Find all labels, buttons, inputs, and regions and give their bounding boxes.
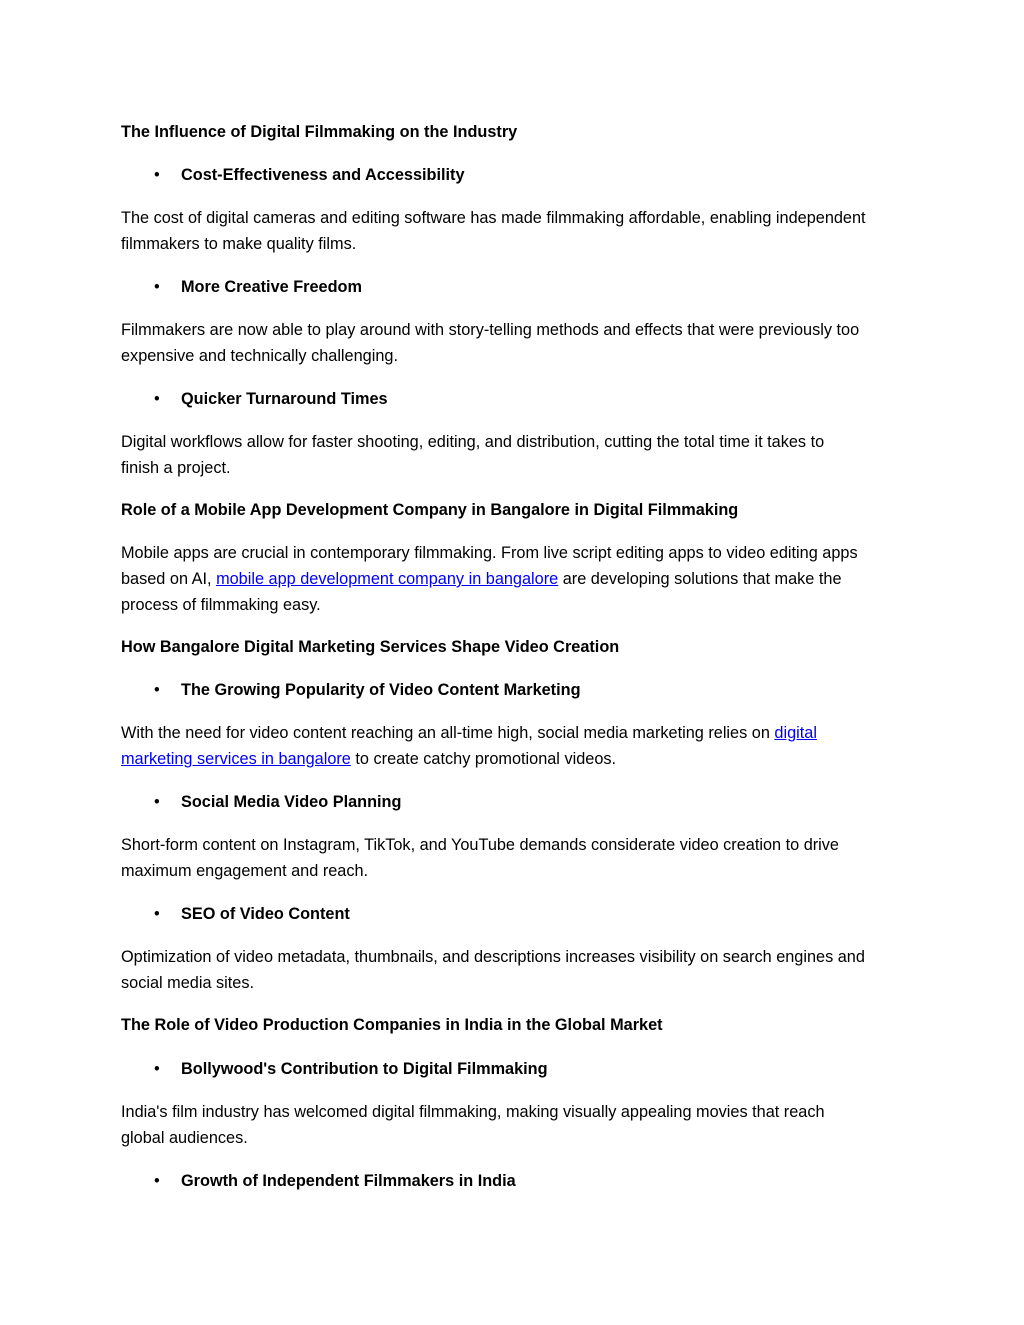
paragraph-line: expensive and technically challenging. <box>121 347 398 365</box>
digital-marketing-link-part1[interactable]: digital <box>774 724 817 742</box>
bullet-title: The Growing Popularity of Video Content Marketing <box>181 681 581 699</box>
bullet-icon: • <box>154 166 160 184</box>
paragraph-line: global audiences. <box>121 1129 248 1147</box>
paragraph-line: Mobile apps are crucial in contemporary filmmaking. From live script editing apps to video editing apps <box>121 544 858 562</box>
digital-marketing-link-part2[interactable]: marketing services in bangalore <box>121 750 351 768</box>
paragraph-line: India's film industry has welcomed digital filmmaking, making visually appealing movies that reach <box>121 1103 825 1121</box>
paragraph-line: finish a project. <box>121 459 231 477</box>
paragraph-line: Optimization of video metadata, thumbnails, and descriptions increases visibility on search engines and <box>121 948 865 966</box>
paragraph-creative-freedom <box>121 317 911 369</box>
paragraph-line: social media sites. <box>121 974 255 992</box>
paragraph-video-content-marketing <box>121 720 911 772</box>
paragraph-seo-video <box>121 944 911 996</box>
bullet-icon: • <box>154 681 160 699</box>
section-heading-digital-marketing: How Bangalore Digital Marketing Services Shape Video Creation <box>121 638 620 656</box>
paragraph-social-media-planning <box>121 832 911 884</box>
bullet-icon: • <box>154 390 160 408</box>
bullet-title: More Creative Freedom <box>181 278 362 296</box>
bullet-title: Cost-Effectiveness and Accessibility <box>181 166 465 184</box>
paragraph-line: Filmmakers are now able to play around with story-telling methods and effects that were previously too <box>121 321 860 339</box>
paragraph-line <box>121 566 911 592</box>
paragraph-turnaround-times <box>121 429 911 481</box>
section-heading-mobile-app: Role of a Mobile App Development Company in Bangalore in Digital Filmmaking <box>121 501 739 519</box>
bullet-icon: • <box>154 905 160 923</box>
bullet-title: Growth of Independent Filmmakers in India <box>181 1172 516 1190</box>
bullet-icon: • <box>154 278 160 296</box>
mobile-app-development-link[interactable]: mobile app development company in bangalore <box>216 570 559 588</box>
paragraph-mobile-app <box>121 540 911 618</box>
paragraph-cost-effectiveness <box>121 205 911 257</box>
bullet-title: Social Media Video Planning <box>181 793 402 811</box>
paragraph-line: filmmakers to make quality films. <box>121 235 357 253</box>
text-span: With the need for video content reaching an all-time high, social media marketing relies on <box>121 724 775 742</box>
paragraph-line: maximum engagement and reach. <box>121 862 369 880</box>
paragraph-line <box>121 746 911 772</box>
paragraph-line: Digital workflows allow for faster shooting, editing, and distribution, cutting the total time it takes to <box>121 433 825 451</box>
paragraph-line <box>121 720 911 746</box>
section-heading-video-production: The Role of Video Production Companies in India in the Global Market <box>121 1016 663 1034</box>
text-span: based on AI, <box>121 570 217 588</box>
paragraph-bollywood <box>121 1099 911 1151</box>
bullet-title: Quicker Turnaround Times <box>181 390 388 408</box>
text-span: to create catchy promotional videos. <box>350 750 617 768</box>
bullet-title: SEO of Video Content <box>181 905 350 923</box>
bullet-icon: • <box>154 793 160 811</box>
bullet-title: Bollywood's Contribution to Digital Filmmaking <box>181 1060 548 1078</box>
paragraph-line: The cost of digital cameras and editing software has made filmmaking affordable, enabling independent <box>121 209 866 227</box>
bullet-icon: • <box>154 1060 160 1078</box>
text-span: are developing solutions that make the <box>558 570 842 588</box>
bullet-icon: • <box>154 1172 160 1190</box>
paragraph-line: Short-form content on Instagram, TikTok, and YouTube demands considerate video creation to drive <box>121 836 839 854</box>
paragraph-line: process of filmmaking easy. <box>121 596 321 614</box>
section-heading-digital-filmmaking: The Influence of Digital Filmmaking on the Industry <box>121 123 518 141</box>
